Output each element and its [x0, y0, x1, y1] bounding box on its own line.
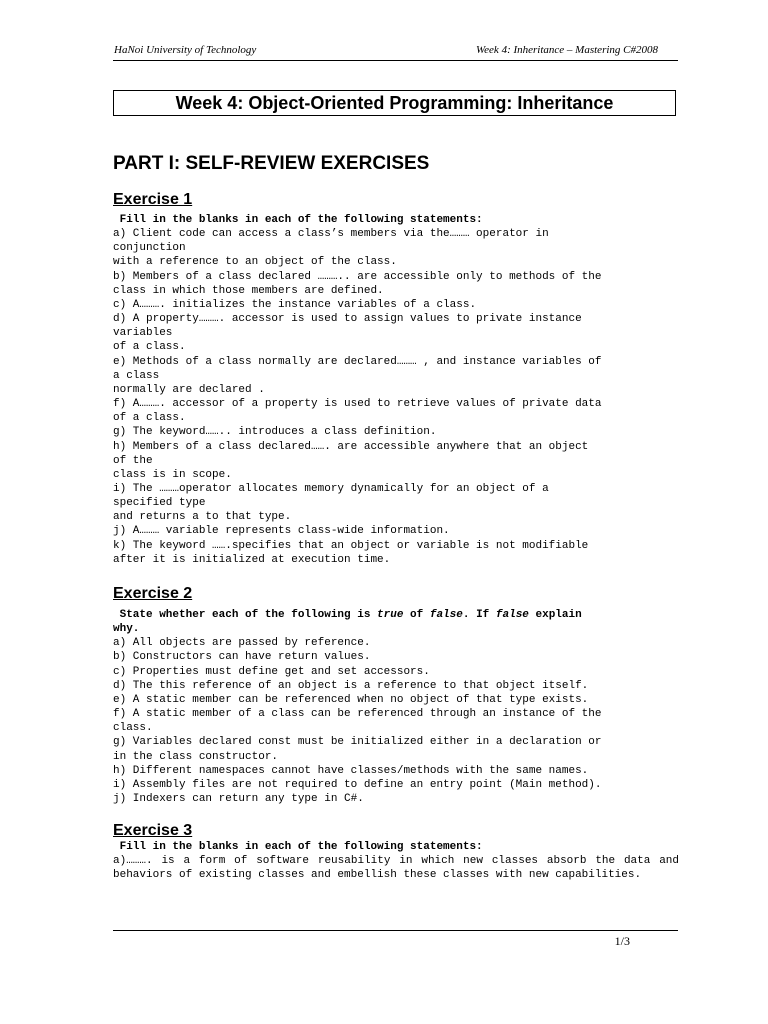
exercise-line: h) Different namespaces cannot have classes/methods with the same names. [113, 764, 589, 777]
exercise-line: d) A property………. accessor is used to assign values to private instance [113, 313, 582, 326]
exercise-line: k) The keyword …….specifies that an object or variable is not modifiable [113, 539, 589, 552]
exercise-line: after it is initialized at execution time. [113, 553, 391, 566]
header-institution: HaNoi University of Technology [114, 44, 257, 56]
exercise-line: i) The ………operator allocates memory dynamically for an object of a [113, 482, 549, 495]
instruction-text: of [403, 609, 430, 621]
exercise-line: with a reference to an object of the class. [113, 256, 397, 269]
exercise-1-body [113, 213, 679, 567]
exercise-1-instruction: Fill in the blanks in each of the following statements: [113, 214, 483, 226]
instruction-false: false [429, 609, 463, 621]
header-divider [113, 60, 678, 61]
exercise-line: b) Constructors can have return values. [113, 651, 371, 664]
exercise-line: g) Variables declared const must be initialized either in a declaration or [113, 736, 602, 749]
instruction-text: . If [462, 609, 496, 621]
exercise-line: class. [113, 722, 153, 735]
exercise-3-instruction: Fill in the blanks in each of the following statements: [113, 841, 483, 853]
exercise-3-title: Exercise 3 [113, 822, 193, 839]
instruction-text: State whether each of the following is [113, 609, 378, 621]
exercise-line: e) A static member can be referenced when no object of that type exists. [113, 693, 589, 706]
exercise-3-paragraph: a)………. is a form of software reusability in which new classes absorb the data and behaviors of existing classes and embellish these classes with new capabilities. [113, 855, 679, 882]
exercise-line: f) A………. accessor of a property is used to retrieve values of private data [113, 398, 602, 411]
exercise-line: i) Assembly files are not required to define an entry point (Main method). [113, 778, 602, 791]
exercise-3-body [113, 840, 679, 882]
exercise-line: of a class. [113, 341, 186, 354]
exercise-line: c) Properties must define get and set accessors. [113, 665, 430, 678]
exercise-line: b) Members of a class declared ……….. are accessible only to methods of the [113, 270, 602, 283]
exercise-line: a) All objects are passed by reference. [113, 637, 371, 650]
exercise-line: of the [113, 454, 153, 467]
exercise-line: variables [113, 327, 173, 340]
document-title: Week 4: Object-Oriented Programming: Inheritance [113, 90, 676, 116]
exercise-line: g) The keyword…….. introduces a class definition. [113, 426, 437, 439]
part-heading: PART I: SELF-REVIEW EXERCISES [113, 153, 430, 174]
exercise-line: j) Indexers can return any type in C#. [113, 793, 364, 806]
exercise-2-instruction-cont: why. [113, 623, 140, 636]
footer-divider [113, 930, 678, 931]
exercise-line: and returns a to that type. [113, 511, 292, 524]
exercise-2-title: Exercise 2 [113, 585, 193, 602]
exercise-line: c) A………. initializes the instance variables of a class. [113, 298, 477, 311]
exercise-line: a class [113, 369, 160, 382]
instruction-true: true [377, 609, 404, 621]
instruction-text: explain [528, 609, 582, 621]
exercise-2-lines [113, 636, 679, 806]
exercise-line: j) A……… variable represents class-wide information. [113, 525, 450, 538]
exercise-1-title: Exercise 1 [113, 191, 193, 208]
exercise-line: class in which those members are defined. [113, 284, 384, 297]
exercise-line: conjunction [113, 242, 186, 255]
exercise-line: specified type [113, 497, 206, 510]
instruction-false: false [495, 609, 529, 621]
exercise-2-instruction [113, 608, 679, 622]
header-course: Week 4: Inheritance – Mastering C#2008 [476, 44, 658, 56]
exercise-line: e) Methods of a class normally are declared……… , and instance variables of [113, 355, 602, 368]
exercise-line: normally are declared . [113, 383, 265, 396]
exercise-line: of a class. [113, 412, 186, 425]
exercise-line: h) Members of a class declared……. are accessible anywhere that an object [113, 440, 589, 453]
exercise-line: in the class constructor. [113, 750, 279, 763]
exercise-line: f) A static member of a class can be referenced through an instance of the [113, 708, 602, 721]
exercise-line: a) Client code can access a class’s members via the……… operator in [113, 228, 549, 241]
page-number: 1/3 [614, 934, 630, 948]
exercise-line: d) The this reference of an object is a reference to that object itself. [113, 679, 589, 692]
exercise-line: class is in scope. [113, 468, 232, 481]
exercise-2-body [113, 608, 679, 806]
exercise-1-lines [113, 227, 679, 567]
